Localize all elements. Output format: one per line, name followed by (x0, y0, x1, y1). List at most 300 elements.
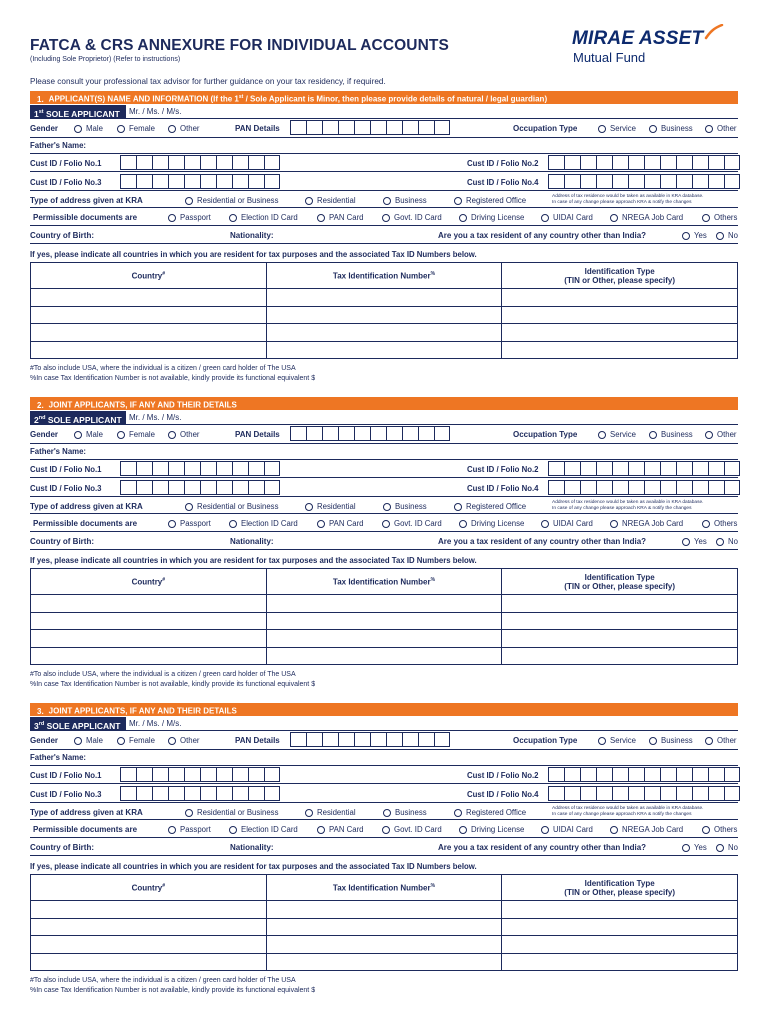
radio-circle-icon[interactable] (229, 214, 237, 222)
id-type-cell[interactable] (502, 953, 738, 971)
char-box[interactable] (120, 786, 136, 801)
char-box[interactable] (724, 480, 740, 495)
char-box[interactable] (580, 155, 596, 170)
radio-circle-icon[interactable] (382, 520, 390, 528)
radio-circle-icon[interactable] (454, 197, 462, 205)
char-box[interactable] (548, 155, 564, 170)
radio-circle-icon[interactable] (117, 431, 125, 439)
char-box[interactable] (564, 480, 580, 495)
document-option-govt-id[interactable] (382, 825, 442, 834)
char-box[interactable] (644, 461, 660, 476)
radio-circle-icon[interactable] (716, 844, 724, 852)
id-type-cell[interactable] (502, 901, 738, 919)
char-box[interactable] (168, 174, 184, 189)
document-option-uidai[interactable] (541, 213, 593, 222)
tin-cell[interactable] (266, 612, 502, 630)
cust-id-3-boxes[interactable] (120, 786, 280, 801)
char-box[interactable] (660, 174, 676, 189)
char-box[interactable] (232, 480, 248, 495)
radio-circle-icon[interactable] (454, 503, 462, 511)
char-box[interactable] (386, 426, 402, 441)
char-box[interactable] (580, 480, 596, 495)
address-option-business[interactable] (383, 808, 427, 817)
char-box[interactable] (644, 767, 660, 782)
document-option-driving-license[interactable] (459, 825, 524, 834)
tin-cell[interactable] (266, 901, 502, 919)
char-box[interactable] (200, 480, 216, 495)
radio-circle-icon[interactable] (459, 826, 467, 834)
char-box[interactable] (216, 480, 232, 495)
tax-resident-yes[interactable] (682, 537, 707, 546)
radio-circle-icon[interactable] (716, 232, 724, 240)
country-cell[interactable] (31, 341, 267, 359)
radio-circle-icon[interactable] (185, 197, 193, 205)
char-box[interactable] (200, 155, 216, 170)
radio-circle-icon[interactable] (682, 538, 690, 546)
char-box[interactable] (548, 480, 564, 495)
char-box[interactable] (184, 786, 200, 801)
tin-cell[interactable] (266, 630, 502, 648)
char-box[interactable] (290, 732, 306, 747)
char-box[interactable] (402, 120, 418, 135)
radio-circle-icon[interactable] (74, 431, 82, 439)
country-cell[interactable] (31, 936, 267, 954)
char-box[interactable] (548, 786, 564, 801)
char-box[interactable] (708, 480, 724, 495)
gender-option-other[interactable] (168, 736, 200, 745)
radio-circle-icon[interactable] (383, 503, 391, 511)
radio-circle-icon[interactable] (610, 214, 618, 222)
radio-circle-icon[interactable] (649, 125, 657, 133)
radio-circle-icon[interactable] (382, 214, 390, 222)
gender-option-male[interactable] (74, 736, 103, 745)
cust-id-3-boxes[interactable] (120, 480, 280, 495)
char-box[interactable] (708, 786, 724, 801)
char-box[interactable] (692, 480, 708, 495)
radio-circle-icon[interactable] (383, 197, 391, 205)
char-box[interactable] (216, 461, 232, 476)
radio-circle-icon[interactable] (185, 809, 193, 817)
char-box[interactable] (200, 786, 216, 801)
cust-id-2-boxes[interactable] (548, 461, 740, 476)
char-box[interactable] (216, 174, 232, 189)
radio-circle-icon[interactable] (541, 826, 549, 834)
char-box[interactable] (120, 155, 136, 170)
char-box[interactable] (628, 461, 644, 476)
char-box[interactable] (548, 174, 564, 189)
char-box[interactable] (676, 155, 692, 170)
char-box[interactable] (184, 174, 200, 189)
char-box[interactable] (248, 767, 264, 782)
char-box[interactable] (168, 480, 184, 495)
char-box[interactable] (612, 155, 628, 170)
country-cell[interactable] (31, 647, 267, 665)
char-box[interactable] (628, 174, 644, 189)
char-box[interactable] (596, 174, 612, 189)
occupation-option-business[interactable] (649, 736, 693, 745)
char-box[interactable] (232, 174, 248, 189)
id-type-cell[interactable] (502, 612, 738, 630)
char-box[interactable] (434, 732, 450, 747)
char-box[interactable] (564, 786, 580, 801)
char-box[interactable] (724, 786, 740, 801)
tin-cell[interactable] (266, 953, 502, 971)
char-box[interactable] (354, 426, 370, 441)
char-box[interactable] (168, 461, 184, 476)
pan-input-boxes[interactable] (290, 426, 450, 441)
char-box[interactable] (724, 767, 740, 782)
char-box[interactable] (564, 155, 580, 170)
radio-circle-icon[interactable] (541, 520, 549, 528)
char-box[interactable] (628, 786, 644, 801)
char-box[interactable] (612, 480, 628, 495)
cust-id-2-boxes[interactable] (548, 155, 740, 170)
char-box[interactable] (596, 461, 612, 476)
radio-circle-icon[interactable] (305, 809, 313, 817)
char-box[interactable] (676, 461, 692, 476)
char-box[interactable] (692, 767, 708, 782)
char-box[interactable] (628, 155, 644, 170)
country-cell[interactable] (31, 630, 267, 648)
cust-id-1-boxes[interactable] (120, 767, 280, 782)
char-box[interactable] (548, 767, 564, 782)
id-type-cell[interactable] (502, 306, 738, 324)
char-box[interactable] (596, 480, 612, 495)
gender-option-female[interactable] (117, 430, 155, 439)
tin-cell[interactable] (266, 289, 502, 307)
id-type-cell[interactable] (502, 936, 738, 954)
applicant-name-field[interactable] (126, 730, 738, 731)
radio-circle-icon[interactable] (74, 125, 82, 133)
radio-circle-icon[interactable] (682, 844, 690, 852)
radio-circle-icon[interactable] (610, 826, 618, 834)
gender-option-female[interactable] (117, 736, 155, 745)
char-box[interactable] (338, 426, 354, 441)
father-name-field[interactable] (30, 153, 738, 154)
address-option-registered-office[interactable] (454, 502, 526, 511)
document-option-election-id[interactable] (229, 213, 298, 222)
radio-circle-icon[interactable] (382, 826, 390, 834)
radio-circle-icon[interactable] (705, 737, 713, 745)
char-box[interactable] (418, 120, 434, 135)
char-box[interactable] (370, 426, 386, 441)
radio-circle-icon[interactable] (229, 826, 237, 834)
char-box[interactable] (168, 786, 184, 801)
document-option-others[interactable] (702, 519, 737, 528)
char-box[interactable] (660, 480, 676, 495)
address-option-registered-office[interactable] (454, 808, 526, 817)
char-box[interactable] (386, 120, 402, 135)
char-box[interactable] (660, 461, 676, 476)
char-box[interactable] (596, 767, 612, 782)
radio-circle-icon[interactable] (317, 214, 325, 222)
address-option-registered-office[interactable] (454, 196, 526, 205)
document-option-nrega[interactable] (610, 213, 683, 222)
char-box[interactable] (644, 786, 660, 801)
char-box[interactable] (692, 461, 708, 476)
char-box[interactable] (306, 426, 322, 441)
gender-option-other[interactable] (168, 430, 200, 439)
document-option-others[interactable] (702, 825, 737, 834)
char-box[interactable] (370, 732, 386, 747)
address-option-residential-or-business[interactable] (185, 502, 278, 511)
char-box[interactable] (370, 120, 386, 135)
radio-circle-icon[interactable] (598, 737, 606, 745)
radio-circle-icon[interactable] (649, 737, 657, 745)
country-cell[interactable] (31, 595, 267, 613)
radio-circle-icon[interactable] (702, 214, 710, 222)
char-box[interactable] (580, 461, 596, 476)
char-box[interactable] (136, 480, 152, 495)
radio-circle-icon[interactable] (610, 520, 618, 528)
char-box[interactable] (564, 174, 580, 189)
char-box[interactable] (644, 155, 660, 170)
id-type-cell[interactable] (502, 647, 738, 665)
char-box[interactable] (354, 120, 370, 135)
cust-id-4-boxes[interactable] (548, 786, 740, 801)
tin-cell[interactable] (266, 306, 502, 324)
applicant-name-field[interactable] (126, 424, 738, 425)
document-option-uidai[interactable] (541, 825, 593, 834)
char-box[interactable] (564, 767, 580, 782)
address-option-residential[interactable] (305, 502, 356, 511)
radio-circle-icon[interactable] (168, 826, 176, 834)
tin-cell[interactable] (266, 595, 502, 613)
char-box[interactable] (338, 120, 354, 135)
address-option-business[interactable] (383, 502, 427, 511)
occupation-option-service[interactable] (598, 736, 636, 745)
char-box[interactable] (660, 155, 676, 170)
father-name-field[interactable] (30, 459, 738, 460)
char-box[interactable] (708, 174, 724, 189)
document-option-nrega[interactable] (610, 825, 683, 834)
radio-circle-icon[interactable] (305, 503, 313, 511)
cust-id-2-boxes[interactable] (548, 767, 740, 782)
id-type-cell[interactable] (502, 630, 738, 648)
char-box[interactable] (708, 155, 724, 170)
char-box[interactable] (596, 786, 612, 801)
char-box[interactable] (580, 786, 596, 801)
char-box[interactable] (136, 155, 152, 170)
char-box[interactable] (168, 767, 184, 782)
applicant-name-field[interactable] (126, 118, 738, 119)
char-box[interactable] (724, 461, 740, 476)
char-box[interactable] (152, 767, 168, 782)
char-box[interactable] (660, 786, 676, 801)
char-box[interactable] (152, 155, 168, 170)
char-box[interactable] (322, 426, 338, 441)
document-option-election-id[interactable] (229, 825, 298, 834)
document-option-uidai[interactable] (541, 519, 593, 528)
char-box[interactable] (418, 426, 434, 441)
char-box[interactable] (708, 461, 724, 476)
radio-circle-icon[interactable] (168, 520, 176, 528)
char-box[interactable] (232, 786, 248, 801)
char-box[interactable] (264, 461, 280, 476)
char-box[interactable] (216, 786, 232, 801)
radio-circle-icon[interactable] (168, 125, 176, 133)
char-box[interactable] (676, 174, 692, 189)
char-box[interactable] (248, 155, 264, 170)
char-box[interactable] (184, 480, 200, 495)
char-box[interactable] (200, 174, 216, 189)
document-option-nrega[interactable] (610, 519, 683, 528)
char-box[interactable] (580, 174, 596, 189)
char-box[interactable] (692, 155, 708, 170)
radio-circle-icon[interactable] (74, 737, 82, 745)
char-box[interactable] (232, 461, 248, 476)
id-type-cell[interactable] (502, 341, 738, 359)
address-option-residential[interactable] (305, 808, 356, 817)
radio-circle-icon[interactable] (705, 431, 713, 439)
document-option-driving-license[interactable] (459, 519, 524, 528)
occupation-option-other[interactable] (705, 430, 737, 439)
char-box[interactable] (564, 461, 580, 476)
tax-resident-yes[interactable] (682, 843, 707, 852)
char-box[interactable] (644, 480, 660, 495)
char-box[interactable] (692, 786, 708, 801)
radio-circle-icon[interactable] (541, 214, 549, 222)
radio-circle-icon[interactable] (716, 538, 724, 546)
radio-circle-icon[interactable] (649, 431, 657, 439)
pan-input-boxes[interactable] (290, 120, 450, 135)
document-option-passport[interactable] (168, 213, 211, 222)
char-box[interactable] (676, 767, 692, 782)
char-box[interactable] (708, 767, 724, 782)
char-box[interactable] (306, 732, 322, 747)
char-box[interactable] (248, 174, 264, 189)
char-box[interactable] (264, 480, 280, 495)
char-box[interactable] (290, 426, 306, 441)
char-box[interactable] (264, 786, 280, 801)
country-cell[interactable] (31, 289, 267, 307)
char-box[interactable] (232, 767, 248, 782)
pan-input-boxes[interactable] (290, 732, 450, 747)
id-type-cell[interactable] (502, 918, 738, 936)
radio-circle-icon[interactable] (598, 125, 606, 133)
char-box[interactable] (248, 480, 264, 495)
country-cell[interactable] (31, 901, 267, 919)
country-cell[interactable] (31, 306, 267, 324)
document-option-pan-card[interactable] (317, 825, 364, 834)
char-box[interactable] (216, 767, 232, 782)
char-box[interactable] (264, 174, 280, 189)
occupation-option-other[interactable] (705, 124, 737, 133)
char-box[interactable] (676, 480, 692, 495)
char-box[interactable] (200, 461, 216, 476)
char-box[interactable] (612, 786, 628, 801)
occupation-option-business[interactable] (649, 430, 693, 439)
cust-id-1-boxes[interactable] (120, 155, 280, 170)
id-type-cell[interactable] (502, 595, 738, 613)
char-box[interactable] (264, 155, 280, 170)
char-box[interactable] (136, 461, 152, 476)
char-box[interactable] (120, 767, 136, 782)
tin-cell[interactable] (266, 324, 502, 342)
char-box[interactable] (692, 174, 708, 189)
char-box[interactable] (152, 174, 168, 189)
char-box[interactable] (660, 767, 676, 782)
char-box[interactable] (580, 767, 596, 782)
occupation-option-other[interactable] (705, 736, 737, 745)
document-option-passport[interactable] (168, 825, 211, 834)
father-name-field[interactable] (30, 765, 738, 766)
gender-option-male[interactable] (74, 430, 103, 439)
country-cell[interactable] (31, 612, 267, 630)
address-option-business[interactable] (383, 196, 427, 205)
radio-circle-icon[interactable] (702, 520, 710, 528)
radio-circle-icon[interactable] (459, 214, 467, 222)
radio-circle-icon[interactable] (305, 197, 313, 205)
char-box[interactable] (644, 174, 660, 189)
radio-circle-icon[interactable] (682, 232, 690, 240)
radio-circle-icon[interactable] (454, 809, 462, 817)
radio-circle-icon[interactable] (459, 520, 467, 528)
char-box[interactable] (402, 426, 418, 441)
radio-circle-icon[interactable] (185, 503, 193, 511)
cust-id-4-boxes[interactable] (548, 480, 740, 495)
char-box[interactable] (386, 732, 402, 747)
tin-cell[interactable] (266, 341, 502, 359)
char-box[interactable] (232, 155, 248, 170)
radio-circle-icon[interactable] (168, 737, 176, 745)
tax-resident-yes[interactable] (682, 231, 707, 240)
char-box[interactable] (628, 767, 644, 782)
char-box[interactable] (184, 767, 200, 782)
country-cell[interactable] (31, 953, 267, 971)
char-box[interactable] (548, 461, 564, 476)
char-box[interactable] (264, 767, 280, 782)
occupation-option-service[interactable] (598, 430, 636, 439)
country-cell[interactable] (31, 918, 267, 936)
occupation-option-service[interactable] (598, 124, 636, 133)
char-box[interactable] (216, 155, 232, 170)
tax-resident-no[interactable] (716, 537, 738, 546)
char-box[interactable] (434, 426, 450, 441)
document-option-driving-license[interactable] (459, 213, 524, 222)
radio-circle-icon[interactable] (317, 520, 325, 528)
radio-circle-icon[interactable] (168, 214, 176, 222)
char-box[interactable] (322, 120, 338, 135)
char-box[interactable] (152, 786, 168, 801)
cust-id-1-boxes[interactable] (120, 461, 280, 476)
tin-cell[interactable] (266, 647, 502, 665)
document-option-govt-id[interactable] (382, 519, 442, 528)
radio-circle-icon[interactable] (168, 431, 176, 439)
char-box[interactable] (676, 786, 692, 801)
country-cell[interactable] (31, 324, 267, 342)
cust-id-3-boxes[interactable] (120, 174, 280, 189)
char-box[interactable] (248, 786, 264, 801)
radio-circle-icon[interactable] (705, 125, 713, 133)
radio-circle-icon[interactable] (229, 520, 237, 528)
char-box[interactable] (136, 786, 152, 801)
char-box[interactable] (290, 120, 306, 135)
document-option-govt-id[interactable] (382, 213, 442, 222)
char-box[interactable] (338, 732, 354, 747)
gender-option-male[interactable] (74, 124, 103, 133)
char-box[interactable] (120, 174, 136, 189)
address-option-residential[interactable] (305, 196, 356, 205)
occupation-option-business[interactable] (649, 124, 693, 133)
char-box[interactable] (136, 174, 152, 189)
tin-cell[interactable] (266, 918, 502, 936)
char-box[interactable] (724, 174, 740, 189)
char-box[interactable] (596, 155, 612, 170)
char-box[interactable] (152, 461, 168, 476)
char-box[interactable] (120, 461, 136, 476)
gender-option-other[interactable] (168, 124, 200, 133)
